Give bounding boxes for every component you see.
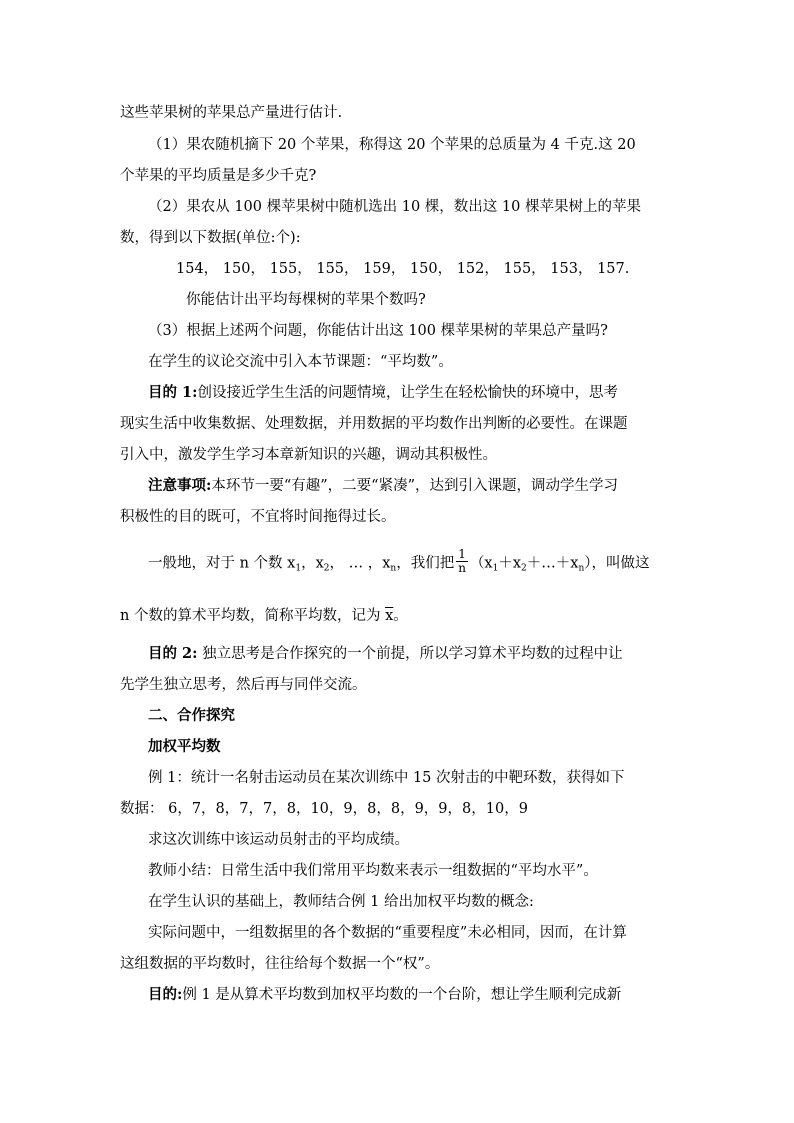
- question-3-line: （3）根据上述两个问题，你能估计出这 100 棵苹果树的苹果总产量吗?: [148, 323, 608, 339]
- question-1-line: （1）果农随机摘下 20 个苹果，称得这 20 个苹果的总质量为 4 千克.这 20: [148, 137, 636, 153]
- formula-term-sub-2: 2: [521, 563, 527, 574]
- mean-notation-end: 。: [393, 608, 408, 624]
- fraction-numerator: 1: [456, 548, 468, 562]
- mean-definition-formula: [148, 547, 650, 579]
- section-heading: 二、合作探究: [148, 707, 235, 724]
- notes-label: 注意事项:: [148, 477, 212, 494]
- para-line: 个苹果的平均质量是多少千克?: [120, 168, 317, 184]
- formula-sub-1: 1: [295, 563, 302, 574]
- formula-paren-open: （x: [469, 555, 493, 572]
- formula-suffix: ），叫做这: [584, 555, 650, 572]
- formula-term-sub-n: n: [578, 563, 585, 574]
- purpose-1-label: 目的 1:: [148, 384, 198, 401]
- formula-sub-2: 2: [323, 563, 330, 574]
- para-line: 先学生独立思考，然后再与同伴交流。: [120, 677, 367, 693]
- formula-comma-1: ，x: [301, 555, 324, 572]
- notes-line: [148, 476, 618, 496]
- purpose-3-line: [148, 985, 621, 1005]
- x-bar-symbol: $\overline{x}$: [385, 608, 394, 624]
- fraction-denominator: n: [458, 561, 466, 575]
- purpose-2-line: [148, 644, 623, 664]
- example-1-line: 例 1：统计一名射击运动员在某次训练中 15 次射击的中靶环数，获得如下: [148, 770, 625, 786]
- data-list-line: 154， 150， 155， 155， 159， 150， 152， 155， 153， 157.: [176, 261, 630, 277]
- formula-sub-n: n: [390, 563, 397, 574]
- subsection-heading: 加权平均数: [148, 738, 221, 755]
- fraction-one-over-n: [456, 548, 468, 575]
- para-line: 积极性的目的既可，不宜将时间拖得过长。: [120, 509, 396, 525]
- para-line: 现实生活中收集数据、处理数据，并用数据的平均数作出判断的必要性。在课题: [120, 416, 628, 432]
- mean-notation-text: n 个数的算术平均数，简称平均数，记为: [120, 608, 381, 624]
- para-line: 在学生认识的基础上，教师结合例 1 给出加权平均数的概念:: [148, 894, 534, 910]
- purpose-2-label: 目的 2:: [148, 645, 198, 662]
- mean-notation-line: [120, 606, 408, 626]
- question-2-line: （2）果农从 100 棵苹果树中随机选出 10 棵，数出这 10 棵苹果树上的苹果: [148, 199, 641, 215]
- formula-plus-1: ＋x: [498, 555, 522, 572]
- formula-mid: ，我们把: [396, 555, 455, 572]
- purpose-2-text: 独立思考是合作探究的一个前提，所以学习算术平均数的过程中让: [197, 646, 623, 662]
- para-line: 在学生的议论交流中引入本节课题：“平均数”。: [148, 354, 453, 370]
- purpose-1-line: [148, 383, 618, 403]
- purpose-3-label: 目的:: [148, 986, 183, 1003]
- para-line: 实际问题中，一组数据里的各个数据的“重要程度”未必相同，因而，在计算: [148, 925, 627, 941]
- para-line: 这组数据的平均数时，往往给每个数据一个“权”。: [120, 956, 440, 972]
- purpose-3-text: 例 1 是从算术平均数到加权平均数的一个台阶，想让学生顺利完成新: [182, 987, 622, 1003]
- purpose-1-text: 创设接近学生生活的问题情境，让学生在轻松愉快的环境中，思考: [197, 385, 618, 401]
- example-1-data: 数据： 6，7，8，7，7，8，10，9，8，8，9，9，8，10，9: [120, 801, 528, 817]
- para-line: 你能估计出平均每棵树的苹果个数吗?: [186, 292, 426, 308]
- para-line: 数，得到以下数据(单位:个):: [120, 230, 301, 246]
- para-line: 这些苹果树的苹果总产量进行估计.: [120, 105, 343, 121]
- notes-text: 本环节一要“有趣”，二要“紧凑”，达到引入课题，调动学生学习: [211, 478, 619, 494]
- formula-comma-2: ， … ，x: [329, 555, 391, 572]
- formula-term-sub-1: 1: [492, 563, 499, 574]
- formula-prefix: 一般地，对于 n 个数 x: [148, 555, 296, 572]
- para-line: 引入中，激发学生学习本章新知识的兴趣，调动其积极性。: [120, 447, 497, 463]
- formula-plus-2: ＋…＋x: [526, 555, 579, 572]
- para-line: 教师小结：日常生活中我们常用平均数来表示一组数据的“平均水平”。: [148, 863, 598, 879]
- para-line: 求这次训练中该运动员射击的平均成绩。: [148, 832, 409, 848]
